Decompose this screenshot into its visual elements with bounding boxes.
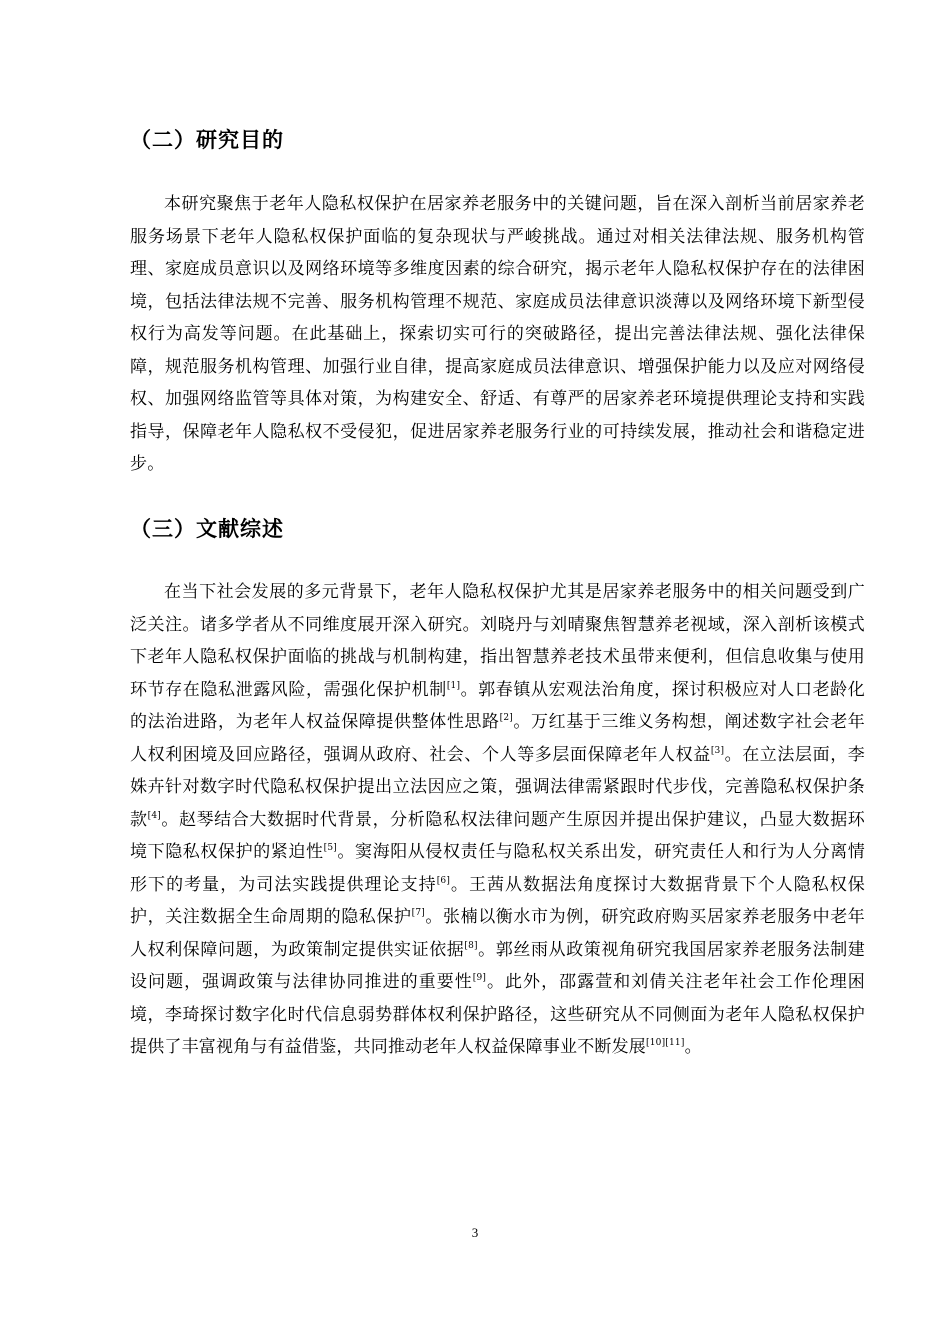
text-segment: 。此外，邵露萱和刘倩关注老年社会工作伦理困境，李琦探讨数字化时代信息弱势群体权利保护路径，这些研究从不同侧面为老年人隐私权保护提供了丰富视角与有益借鉴，共同推动老年人权益保障事业不断发展 — [130, 972, 865, 1057]
text-segment: 。郭丝雨从政策视角研究我国居家养老服务法制建设问题，强调政策与法律协同推进的重要性 — [130, 939, 865, 992]
section-heading-research-purpose: （二）研究目的 — [130, 128, 284, 152]
text-segment: 。王茜从数据法角度探讨大数据背景下个人隐私权保护，关注数据全生命周期的隐私保护 — [130, 874, 865, 927]
text-segment: 。郭春镇从宏观法治角度，探讨积极应对人口老龄化的法治进路，为老年人权益保障提供整体性思路 — [130, 679, 865, 732]
text-segment: 。在立法层面，李姝卉针对数字时代隐私权保护提出立法因应之策，强调法律需紧跟时代步伐，完善隐私权保护条款 — [130, 744, 865, 830]
text-segment: 在当下社会发展的多元背景下，老年人隐私权保护尤其是居家养老服务中的相关问题受到广泛关注。诸多学者从不同维度展开深入研究。刘晓丹与刘晴聚焦智慧养老视域，深入剖析该模式下老年人隐私权保护面临的挑战与机制构建，指出智慧养老技术虽带来便利，但信息收集与使用环节存在隐私泄露风险，需强化保护机制 — [130, 582, 865, 700]
paragraph-research-purpose: 本研究聚焦于老年人隐私权保护在居家养老服务中的关键问题，旨在深入剖析当前居家养老服务场景下老年人隐私权保护面临的复杂现状与严峻挑战。通过对相关法律法规、服务机构管理、家庭成员意识以及网络环境等多维度因素的综合研究，揭示老年人隐私权保护存在的法律困境，包括法律法规不完善、服务机构管理不规范、家庭成员法律意识淡薄以及网络环境下新型侵权行为高发等问题。在此基础上，探索切实可行的突破路径，提出完善法律法规、强化法律保障，规范服务机构管理、加强行业自律，提高家庭成员法律意识、增强保护能力以及应对网络侵权、加强网络监管等具体对策，为构建安全、舒适、有尊严的居家养老环境提供理论支持和实践指导，保障老年人隐私权不受侵犯，促进居家养老服务行业的可持续发展，推动社会和谐稳定进步。 — [130, 194, 865, 474]
citation-marker: [10][11] — [646, 1038, 685, 1048]
text-segment: 。张楠以衡水市为例，研究政府购买居家养老服务中老年人权利保障问题，为政策制定提供实证依据 — [130, 907, 866, 960]
citation-marker: [2] — [499, 713, 513, 723]
section-heading-literature-review: （三）文献综述 — [130, 517, 284, 541]
citation-marker: [3] — [710, 745, 725, 756]
citation-marker: [9] — [472, 973, 487, 983]
text-segment: 。窦海阳从侵权责任与隐私权关系出发，研究责任人和行为人分离情形下的考量，为司法实践提供理论支持 — [130, 842, 866, 895]
citation-marker: [7] — [411, 908, 425, 918]
citation-marker: [5] — [323, 843, 337, 853]
paragraph-literature-review — [130, 576, 865, 1064]
citation-marker: [6] — [436, 875, 451, 886]
text-segment: 。 — [684, 1037, 702, 1057]
citation-marker: [1] — [446, 680, 461, 691]
page-number: 3 — [471, 1225, 479, 1240]
text-segment: 。万红基于三维义务构想，阐述数字社会老年人权利困境及回应路径，强调从政府、社会、个人等多层面保障老年人权益 — [130, 712, 866, 765]
text-segment: 。赵琴结合大数据时代背景，分析隐私权法律问题产生原因并提出保护建议，凸显大数据环境下隐私权保护的紧迫性 — [130, 809, 866, 862]
citation-marker: [8] — [464, 940, 478, 951]
citation-marker: [4] — [147, 810, 161, 821]
